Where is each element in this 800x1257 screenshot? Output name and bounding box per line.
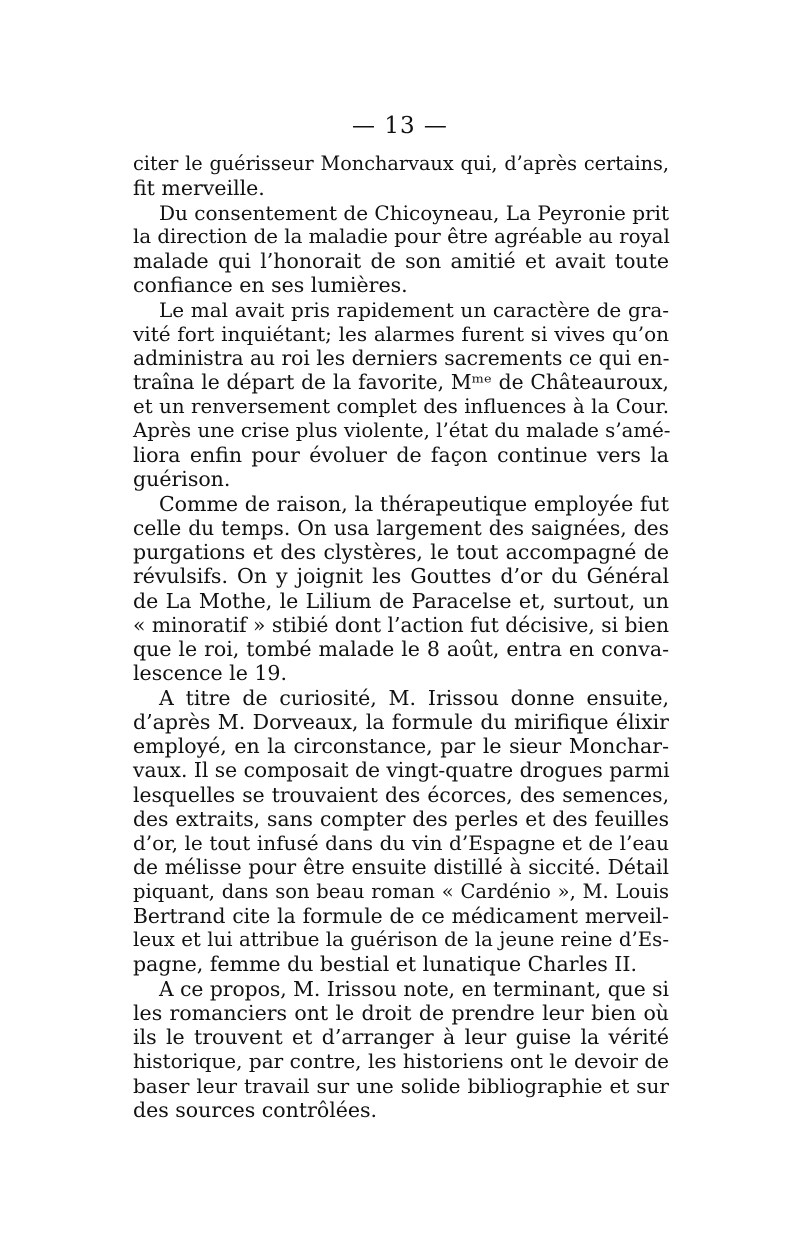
text-line: Après une crise plus violente, l’état du malade s’amé- xyxy=(133,418,671,442)
text-line: révulsifs. On y joignit les Gouttes d’or du Général xyxy=(133,564,669,589)
body-text xyxy=(133,152,669,1122)
text-line: purgations et des clystères, le tout accompagné de xyxy=(133,540,669,564)
text-line: leux et lui attribue la guérison de la jeune reine d’Es- xyxy=(133,928,669,951)
text-line: confiance en ses lumières. xyxy=(133,273,408,298)
text-line: « minoratif » stibié dont l’action fut décisive, si bien xyxy=(133,612,669,637)
text-line: guérison. xyxy=(133,467,231,492)
text-line: malade qui l’honorait de son amitié et avait toute xyxy=(133,249,669,273)
text-line: lescence le 19. xyxy=(133,661,287,686)
text-line: baser leur travail sur une solide bibliographie et sur xyxy=(133,1073,669,1098)
text-line: celle du temps. On usa largement des saignées, des xyxy=(133,515,669,540)
paragraph-first-line: Comme de raison, la thérapeutique employée fut xyxy=(159,491,669,516)
text-line: piquant, dans son beau roman « Cardénio », M. Louis xyxy=(133,879,669,903)
text-line: et un renversement complet des influences à la Cour. xyxy=(133,394,669,418)
paragraph-first-line: A titre de curiosité, M. Irissou donne ensuite, xyxy=(159,685,669,710)
text-line: employé, en la circonstance, par le sieur Monchar- xyxy=(133,734,669,758)
text-line: administra au roi les derniers sacrements ce qui en- xyxy=(133,346,670,370)
text-line: que le roi, tombé malade le 8 août, entra en conva- xyxy=(133,637,669,661)
text-line: d’après M. Dorveaux, la formule du mirifique élixir xyxy=(133,709,669,734)
text-line: traîna le départ de la favorite, Mᵐᵉ de Châteauroux, xyxy=(133,370,669,395)
text-line: de La Mothe, le Lilium de Paracelse et, surtout, un xyxy=(133,588,669,613)
text-line: des extraits, sans compter des perles et des feuilles xyxy=(133,806,669,831)
text-line: de mélisse pour être ensuite distillé à siccité. Détail xyxy=(133,855,669,880)
text-line: vité fort inquiétant; les alarmes furent si vives qu’on xyxy=(133,321,669,346)
text-line: liora enfin pour évoluer de façon continue vers la xyxy=(133,443,669,467)
text-line: ils le trouvent et d’arranger à leur guise la vérité xyxy=(133,1025,669,1049)
paragraph-first-line: A ce propos, M. Irissou note, en terminant, que si xyxy=(159,976,669,1001)
text-line: Bertrand cite la formule de ce médicament merveil- xyxy=(133,903,669,928)
text-line: les romanciers ont le droit de prendre leur bien où xyxy=(133,1000,669,1025)
text-line: des sources contrôlées. xyxy=(133,1097,378,1122)
text-line: pagne, femme du bestial et lunatique Charles II. xyxy=(133,952,637,977)
paragraph-first-line: Le mal avait pris rapidement un caractère de gra- xyxy=(159,297,669,322)
text-line: fit merveille. xyxy=(133,176,265,201)
text-line: lesquelles se trouvaient des écorces, des semences, xyxy=(133,782,669,807)
text-line: citer le guérisseur Moncharvaux qui, d’après certains, xyxy=(133,152,669,175)
text-line: historique, par contre, les historiens ont le devoir de xyxy=(133,1049,669,1074)
text-line: vaux. Il se composait de vingt-quatre drogues parmi xyxy=(133,758,670,783)
paragraph-first-line: Du consentement de Chicoyneau, La Peyronie prit xyxy=(159,200,669,225)
page-number: — 13 — xyxy=(352,113,448,139)
text-line: d’or, le tout infusé dans du vin d’Espagne et de l’eau xyxy=(133,831,669,855)
text-line: la direction de la maladie pour être agréable au royal xyxy=(133,224,670,248)
